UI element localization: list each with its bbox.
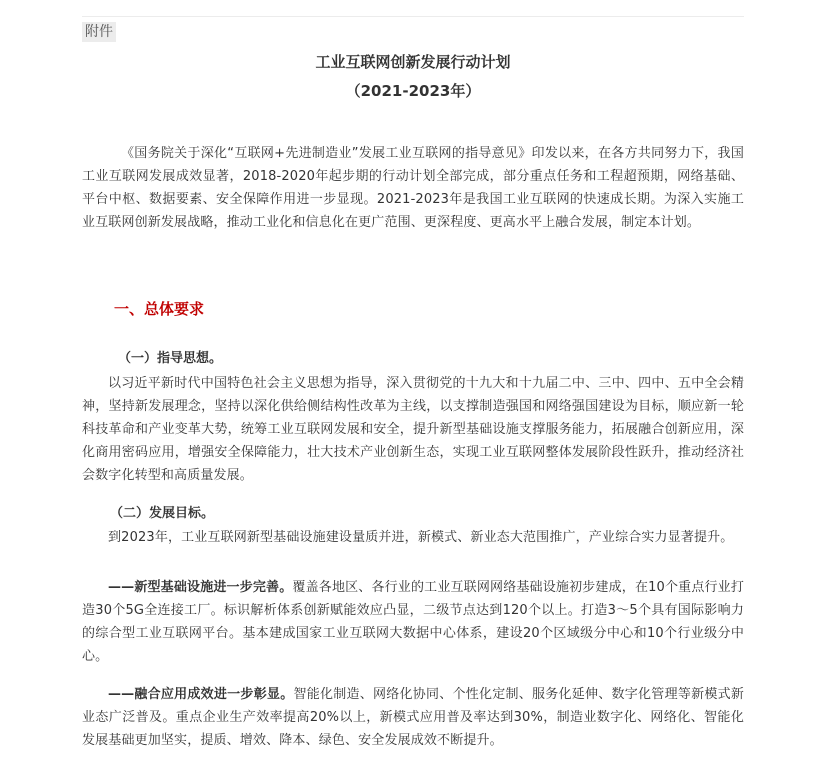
document-title: 工业互联网创新发展行动计划 xyxy=(315,53,511,71)
goal-integration-paragraph xyxy=(82,683,744,752)
goal-infrastructure-text: 覆盖各地区、各行业的工业互联网网络基础设施初步建成，在10个重点行业打造30个5G全连接工厂。标识解析体系创新赋能效应凸显，二级节点达到120个以上。打造3～5个具有国际影响力的综合型工业互联网平台。基本建成国家工业互联网大数据中心体系，建设20个区域级分中心和10个行业级分中心。 xyxy=(82,580,744,664)
goal-integration-text: 智能化制造、网络化协同、个性化定制、服务化延伸、数字化管理等新模式新业态广泛普及。重点企业生产效率提高20%以上，新模式应用普及率达到30%，制造业数字化、网络化、智能化发展基础更加坚实，提质、增效、降本、绿色、安全发展成效不断提升。 xyxy=(82,687,744,748)
intro-paragraph: 《国务院关于深化“互联网+先进制造业”发展工业互联网的指导意见》印发以来，在各方共同努力下，我国工业互联网发展成效显著，2018-2020年起步期的行动计划全部完成，部分重点任务和工程超预期，网络基础、平台中枢、数据要素、安全保障作用进一步显现。2021-2023年是我国工业互联网的快速成长期。为深入实施工业互联网创新发展战略，推动工业化和信息化在更广范围、更深程度、更高水平上融合发展，制定本计划。 xyxy=(82,146,744,230)
section-heading-general-requirements: 一、总体要求 xyxy=(114,300,205,318)
goal-integration-lead: ——融合应用成效进一步彰显。 xyxy=(108,687,294,702)
top-divider xyxy=(82,16,744,17)
subheading-development-goals: （二）发展目标。 xyxy=(110,506,215,521)
goal-infrastructure-paragraph xyxy=(82,576,744,668)
document-subtitle: （2021-2023年） xyxy=(345,82,481,100)
development-goals-paragraph: 到2023年，工业互联网新型基础设施建设量质并进，新模式、新业态大范围推广，产业综合实力显著提升。 xyxy=(108,530,734,545)
guiding-ideology-paragraph: 以习近平新时代中国特色社会主义思想为指导，深入贯彻党的十九大和十九届二中、三中、四中、五中全会精神，坚持新发展理念，坚持以深化供给侧结构性改革为主线，以支撑制造强国和网络强国建设为目标，顺应新一轮科技革命和产业变革大势，统筹工业互联网发展和安全，提升新型基础设施支撑服务能力，拓展融合创新应用，深化商用密码应用，增强安全保障能力，壮大技术产业创新生态，实现工业互联网整体发展阶段性跃升，推动经济社会数字化转型和高质量发展。 xyxy=(82,376,744,483)
attachment-label: 附件 xyxy=(82,22,116,42)
goal-infrastructure-lead: ——新型基础设施进一步完善。 xyxy=(108,580,293,595)
subheading-guiding-ideology: （一）指导思想。 xyxy=(118,351,223,366)
